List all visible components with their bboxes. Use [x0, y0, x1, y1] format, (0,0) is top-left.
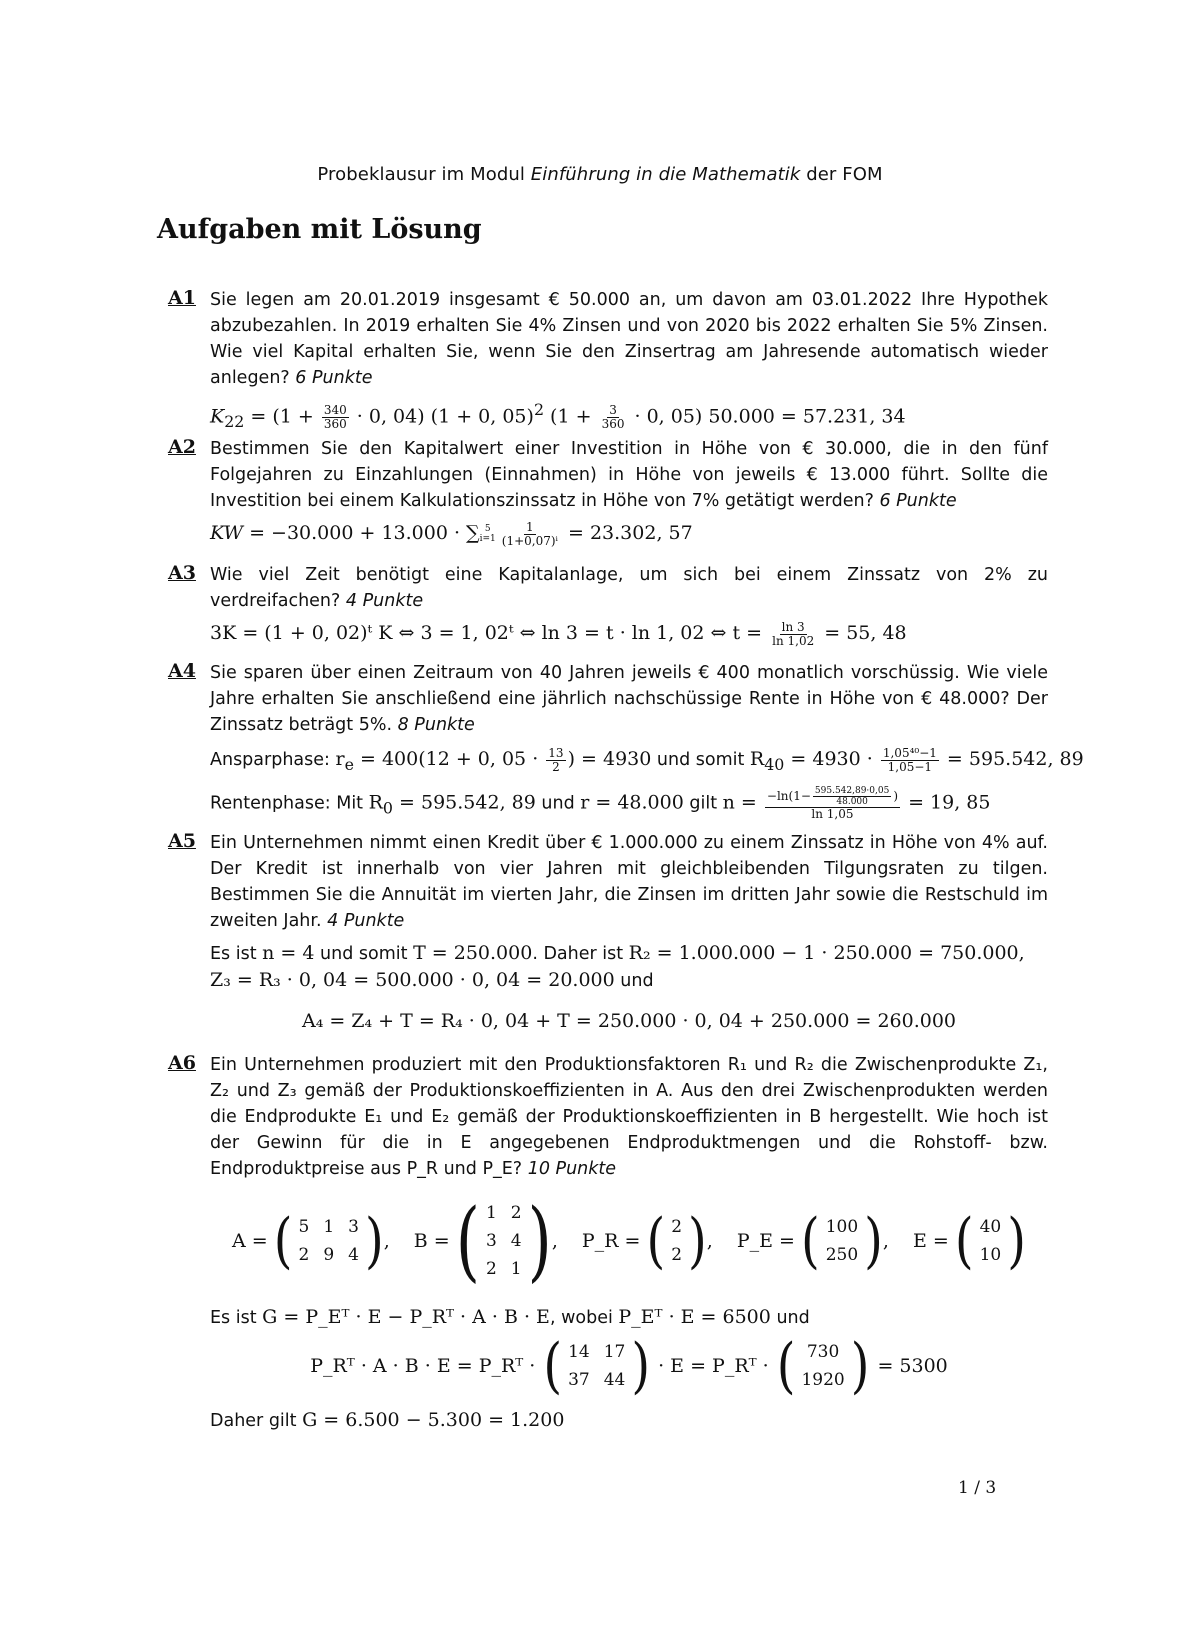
task-a2: [168, 436, 1048, 548]
header-module: Einführung in die Mathematik: [530, 164, 801, 185]
header-text: Probeklausur im Modul: [317, 164, 531, 185]
task-points: 10 Punkte: [527, 1159, 617, 1179]
solution-line-2: P_Rᵀ · A · B · E = P_Rᵀ · ( 14 17 37 44 ) · E = P_Rᵀ · ( 730 1920 ) = 5300: [310, 1331, 948, 1401]
solution-line-1: Es ist n = 4 und somit T = 250.000. Daher ist R₂ = 1.000.000 − 1 · 250.000 = 750.000,: [210, 942, 1025, 964]
solution-line-1: Es ist G = P_Eᵀ · E − P_Rᵀ · A · B · E, wobei P_Eᵀ · E = 6500 und: [210, 1306, 810, 1328]
task-points: 4 Punkte: [327, 911, 405, 931]
task-a4: [168, 660, 1084, 821]
task-a6: [168, 1052, 1048, 1434]
vector-pr: P_R = ( 2 2 ) ,: [581, 1206, 713, 1276]
vector-abe: ( 730 1920 ): [776, 1331, 870, 1401]
solution-line-rentenphase: Rentenphase: Mit $R_0 = 595.542$, 89 und r = 48.000 gilt n = −ln(1− $\frac{595.542,89\cdot 0,05}{48.000}$ ) ln 1,05 = 19, 85: [210, 785, 991, 821]
task-points: 6 Punkte: [879, 491, 957, 511]
task-label: A4: [168, 660, 196, 682]
task-solution: $K_{22} = (1$ + $\frac{340}{360}$ · 0, 04) (1 + 0, 05)$^2$ (1 + $\frac{3}{360}$ · 0, 05) 50.000 = 57.231, 34: [210, 400, 906, 432]
task-points: 6 Punkte: [295, 368, 373, 388]
task-solution: 3K = (1 + 0, 02)ᵗ K ⇔ 3 = 1, 02ᵗ ⇔ ln 3 = t · ln 1, 02 ⇔ t = $\frac{\ln 3}{\ln 1,02}$ = 55, 48: [210, 619, 907, 648]
page-title: Aufgaben mit Lösung: [157, 214, 482, 245]
task-text: Wie viel Zeit benötigt eine Kapitalanlage, um sich bei einem Zinssatz von 2% zu verdreifachen?: [210, 565, 1048, 611]
matrix-ab: ( 14 17 37 44 ): [543, 1331, 651, 1401]
solution-line-ansparphase: Ansparphase: $r_e = 400(12 + 0$, 05 · $\frac{13}{2}$ ) = 4930 und somit $R_{40} = 4930$ · $\frac{\text{1,05⁴⁰−1}}{1,05-1}$ = 595.542, 89: [210, 745, 1084, 774]
task-text: Ein Unternehmen nimmt einen Kredit über € 1.000.000 zu einem Zinssatz in Höhe von 4% auf. Der Kredit ist innerhalb von vier Jahren mit gleichbleibenden Tilgungsraten zu tilgen. Bestimmen Sie die Annuität im vierten Jahr, die Zinsen im dritten Jahr sowie die Restschuld im zweiten Jahr.: [210, 833, 1048, 931]
task-label: A5: [168, 830, 196, 852]
task-solution: KW = −30.000 + 13.000 · ∑ 5 i=1 $\frac{1}{\text{(1+0,07)ⁱ}}$ = 23.302, 57: [210, 519, 693, 548]
page-number: 1 / 3: [958, 1478, 997, 1498]
task-label: A3: [168, 562, 196, 584]
solution-line-3: A₄ = Z₄ + T = R₄ · 0, 04 + T = 250.000 · 0, 04 + 250.000 = 260.000: [301, 1010, 957, 1032]
solution-line-2: Z₃ = R₃ · 0, 04 = 500.000 · 0, 04 = 20.000 und: [210, 969, 654, 991]
task-label: A6: [168, 1052, 196, 1074]
header-text-end: der FOM: [800, 164, 883, 185]
task-points: 4 Punkte: [345, 591, 424, 611]
solution-line-3: Daher gilt G = 6.500 − 5.300 = 1.200: [210, 1409, 565, 1431]
task-points: 8 Punkte: [397, 715, 475, 735]
task-label: A2: [168, 436, 196, 458]
vector-e: E = ( 40 10 ): [912, 1206, 1026, 1276]
task-text: Bestimmen Sie den Kapitalwert einer Investition in Höhe von € 30.000, die in den fünf Folgejahren zu Einzahlungen (Einnahmen) in Höhe von jeweils € 13.000 führt. Sollte die Investition bei einem Kalkulationszinssatz in Höhe von 7% getätigt werden?: [210, 439, 1048, 511]
page-header: [0, 164, 1200, 185]
task-text: Sie legen am 20.01.2019 insgesamt € 50.000 an, um davon am 03.01.2022 Ihre Hypothek abzubezahlen. In 2019 erhalten Sie 4% Zinsen und von 2020 bis 2022 erhalten Sie 5% Zinsen. Wie viel Kapital erhalten Sie, wenn Sie den Zinsertrag am Jahresende automatisch wieder anlegen?: [210, 290, 1048, 388]
task-text: Sie sparen über einen Zeitraum von 40 Jahren jeweils € 400 monatlich vorschüssig. Wie viele Jahre erhalten Sie anschließend eine jährlich nachschüssige Rente in Höhe von € 48.000? Der Zinssatz beträgt 5%.: [210, 663, 1048, 735]
matrix-definitions: [210, 1189, 1048, 1292]
vector-pe: P_E = ( 100 250 ) ,: [736, 1206, 889, 1276]
task-a1: [168, 287, 1048, 435]
task-a3: [168, 562, 1048, 648]
matrix-b: B = ( 1 2 3 4 2 1 ) ,: [413, 1189, 558, 1292]
task-text: Ein Unternehmen produziert mit den Produktionsfaktoren R₁ und R₂ die Zwischenprodukte Z₁, Z₂ und Z₃ gemäß der Produktionskoeffizienten in A. Aus den drei Zwischenprodukten werden die Endprodukte E₁ und E₂ gemäß der Produktionskoeffizienten in B hergestellt. Wie hoch ist der Gewinn für die in E angegebenen Endproduktmengen und die Rohstoff- bzw. Endproduktpreise aus P_R und P_E?: [210, 1055, 1048, 1179]
task-a5: [168, 830, 1048, 1034]
task-label: A1: [168, 287, 196, 309]
matrix-a: A = ( 5 1 3 2 9 4 ) ,: [232, 1206, 390, 1276]
